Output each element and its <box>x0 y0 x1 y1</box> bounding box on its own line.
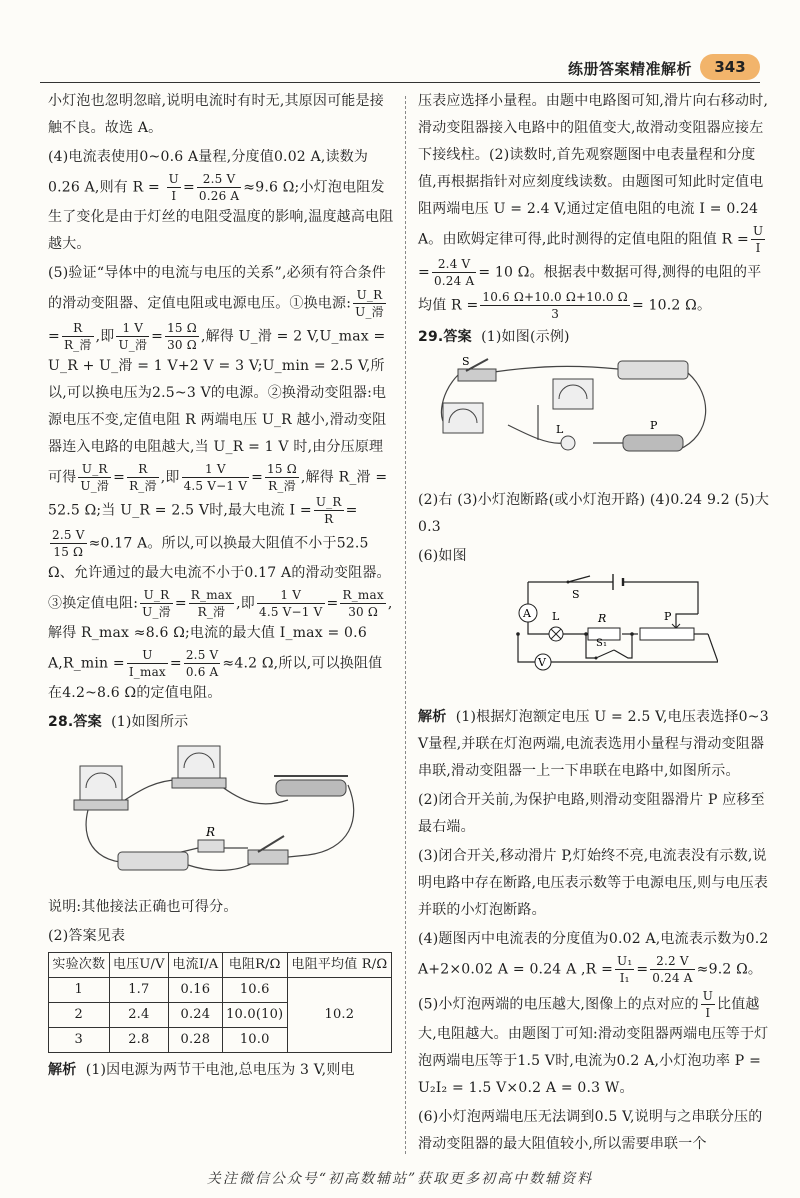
question-28-answer: 28.答案 (1)如图所示 <box>48 714 189 730</box>
rheostat-icon <box>623 419 683 451</box>
note: 说明:其他接法正确也可得分。 <box>48 899 238 915</box>
left-column <box>48 88 394 1086</box>
paragraph: (6)如图 <box>418 548 467 564</box>
ammeter-symbol-icon <box>519 604 537 622</box>
svg-text:L: L <box>556 423 564 436</box>
fraction: $\frac{U\_R}{\text{U\_滑}}$ <box>355 288 384 319</box>
paragraph: (5)小灯泡两端的电压越大,图像上的点对应的 $\frac{U}{I}$ 比值越大,电阻越大。由题图丁可知:滑动变阻器两端电压等于灯泡两端电压等于1.5 V时,电流为0.2 A,小灯泡功率 P = U₂I₂ = 1.5 V×0.2 A = 0.3 W。 <box>418 989 769 1096</box>
fraction: $\frac{\text{U₁}}{\text{I₁}}$ <box>617 954 633 985</box>
voltmeter-icon <box>172 746 226 788</box>
switch-s-icon <box>567 576 591 601</box>
fraction: $\frac{2.5 V}{0.26 A}$ <box>198 172 240 203</box>
paragraph: (3)闭合开关,移动滑片 P,灯始终不亮,电流表没有示数,说明电路中存在断路,电压表示数等于电源电压,则与电压表并联的小灯泡断路。 <box>418 848 769 918</box>
svg-text:S: S <box>572 588 580 601</box>
table-row: 1 1.7 0.16 10.6 10.2 <box>49 978 392 1003</box>
table-header-row: 实验次数 电压U/V 电流I/A 电阻R/Ω 电阻平均值 R/Ω <box>49 953 392 978</box>
fraction: $\frac{2.5 V}{15 \Omega}$ <box>52 528 85 559</box>
paragraph: 解析 (1)根据灯泡额定电压 U = 2.5 V,电压表选择0~3 V量程,并联在灯泡两端,电流表选用小量程与滑动变阻器串联,滑动变阻器一上一下串联在电路中,如图所示。 <box>418 709 769 779</box>
resistor-icon <box>198 825 224 852</box>
fraction: $\frac{2.2 V}{0.24 A}$ <box>652 954 693 985</box>
paragraph: (4)题图丙中电流表的分度值为0.02 A,电流表示数为0.2 A+2×0.02 A = 0.24 A ,R = $\frac{\text{U₁}}{\text{I₁}}$ = $\frac{2.2 V}{0.24 A}$ ≈9.2 Ω。 <box>418 931 769 985</box>
page-number-badge: 343 <box>700 54 760 80</box>
table-intro: (2)答案见表 <box>48 928 126 944</box>
fraction: $\frac{10.6 \Omega+10.0 \Omega+10.0 \Omega}{3}$ <box>482 290 628 321</box>
schematic-circuit-diagram <box>418 574 718 690</box>
resistor-symbol-icon <box>588 612 620 640</box>
svg-text:P: P <box>650 419 658 432</box>
paragraph: (2)右 (3)小灯泡断路(或小灯泡开路) (4)0.24 9.2 (5)大 0.3 <box>418 492 770 535</box>
ammeter-icon <box>74 766 128 810</box>
fraction: $\frac{15 \Omega}{\text{R\_滑}}$ <box>267 462 297 493</box>
fraction: $\frac{U\_R}{\text{U\_滑}}$ <box>80 462 110 493</box>
voltmeter-icon <box>443 403 483 433</box>
question-29-answer: 29.答案 (1)如图(示例) <box>418 329 570 345</box>
circuit-figure-28 <box>48 740 394 890</box>
fraction: $\frac{2.4 V}{0.24 A}$ <box>433 257 475 288</box>
paragraph: (4)电流表使用0~0.6 A量程,分度值0.02 A,读数为0.26 A,则有 R = $\frac{U}{I}$ = $\frac{2.5 V}{0.26 A}$ ≈9.6 Ω;小灯泡电阻发生了变化是由于灯丝的电阻受温度的影响,温度越高电阻越大。 <box>48 149 394 252</box>
paragraph: 压表应选择小量程。由题中电路图可知,滑片向右移动时,滑动变阻器接入电路中的阻值变大,故滑动变阻器应接左下接线柱。(2)读数时,首先观察题图中电表量程和分度值,再根据指针对应刻度线读数。由题图可知此时定值电阻两端电压 U = 2.4 V,通过定值电阻的电流 I = 0.24 A。由欧姆定律可得,此时测得的定值电阻的阻值 R = $\frac{U}{I}$ = $\frac{2.4 V}{0.24 A}$ = 10 Ω。根据表中数据可得,测得的电阻的平均值 R = $\frac{10.6 \Omega+10.0 \Omega+10.0 \Omega}{3}$ = 10.2 Ω。 <box>418 93 769 321</box>
battery-icon <box>118 852 188 870</box>
table-row: 3 2.8 0.28 10.0 <box>49 1028 392 1053</box>
switch-icon <box>458 355 496 381</box>
fraction: $\frac{1 V}{4.5 V-1 V}$ <box>183 462 248 493</box>
svg-text:R: R <box>206 825 216 839</box>
answer-table <box>48 952 392 1053</box>
right-column <box>418 88 770 1160</box>
fraction: $\frac{R}{\text{R\_滑}}$ <box>63 321 92 352</box>
fraction: $\frac{1 V}{\text{U\_滑}}$ <box>118 321 148 352</box>
circuit-figure-29a <box>418 355 770 483</box>
voltmeter-symbol-icon <box>535 654 551 670</box>
fraction: $\frac{U}{I}$ <box>168 172 179 203</box>
lamp-symbol-icon <box>549 610 563 641</box>
fraction: $\frac{R}{\text{R\_滑}}$ <box>129 462 157 493</box>
lamp-icon <box>556 423 575 450</box>
svg-text:P: P <box>664 610 672 623</box>
fraction: $\frac{U\_R}{\text{U\_滑}}$ <box>142 588 171 619</box>
ammeter-icon <box>553 379 593 409</box>
fraction: $\frac{U}{I}$ <box>702 989 714 1020</box>
paragraph: (5)验证“导体中的电流与电压的关系”,必须有符合条件的滑动变阻器、定值电阻或电源电压。①换电源: $\frac{U\_R}{\text{U\_滑}}$ = $\frac{R}{\text{R\_滑}}$ ,即 $\frac{1 V}{\text{U\_滑}}$ = $\frac{15 \Omega}{30 \Omega}$ ,解得 U_滑 = 2 V,U_max = U_R + U_滑 = 1 V+2 V = 3 V;U_min = 2.5 V,所以,可以换电压为2.5~3 V的电源。②换滑动变阻器:电源电压不变,定值电阻 R 两端电压 U_R 越小,滑动变阻器连入电路的电阻越大,当 U_R = 1 V 时,由分压原理可得 $\frac{U\_R}{\text{U\_滑}}$ = $\frac{R}{\text{R\_滑}}$ ,即 $\frac{1 V}{4.5 V-1 V}$ = $\frac{15 \Omega}{\text{R\_滑}}$ ,解得 R_滑 = 52.5 Ω;当 U_R = 2.5 V时,最大电流 I = $\frac{U\_R}{R}$ = $\frac{2.5 V}{15 \Omega}$ ≈0.17 A。所以,可以换最大阻值不小于52.5 Ω、允许通过的最大电流不小于0.17 A的滑动变阻器。③换定值电阻: $\frac{U\_R}{\text{U\_滑}}$ = $\frac{R\_\max}{\text{R\_滑}}$ ,即 $\frac{1 V}{4.5 V-1 V}$ = $\frac{R\_\max}{30 \Omega}$ ,解得 R_max ≈8.6 Ω;电流的最大值 I_max = 0.6 A,R_min = $\frac{U}{I\_\max}$ = $\frac{2.5 V}{0.6 A}$ ≈4.2 Ω,所以,可以换阻值在4.2~8.6 Ω的定值电阻。 <box>48 265 393 701</box>
fraction: $\frac{15 \Omega}{30 \Omega}$ <box>167 321 197 352</box>
header-rule <box>40 82 760 83</box>
fraction: $\frac{U}{I}$ <box>752 224 764 255</box>
svg-text:S₁: S₁ <box>596 638 608 649</box>
battery-icon <box>618 361 688 379</box>
svg-text:R: R <box>598 612 607 625</box>
fraction: $\frac{2.5 V}{0.6 A}$ <box>185 648 219 679</box>
column-divider <box>405 96 406 1154</box>
switch-icon <box>248 836 288 864</box>
paragraph: 小灯泡也忽明忽暗,说明电流时有时无,其原因可能是接触不良。故选 A。 <box>48 93 384 136</box>
svg-text:L: L <box>552 610 560 623</box>
circuit-figure-29b <box>418 574 770 700</box>
physical-circuit-diagram <box>48 740 368 880</box>
svg-text:S: S <box>462 355 470 368</box>
paragraph: (2)闭合开关前,为保护电路,则滑动变阻器滑片 P 应移至最右端。 <box>418 792 765 835</box>
table-row: 2 2.4 0.24 10.0(10) <box>49 1003 392 1028</box>
svg-text:A: A <box>523 607 532 620</box>
fraction: $\frac{U}{I\_\max}$ <box>128 648 166 679</box>
fraction: $\frac{U\_R}{R}$ <box>315 495 342 526</box>
average-cell: 10.2 <box>287 978 391 1053</box>
battery-icon <box>613 574 623 590</box>
paragraph: (6)小灯泡两端电压无法调到0.5 V,说明与之串联分压的滑动变阻器的最大阻值较小,所以需要串联一个 <box>418 1109 763 1152</box>
rheostat-icon <box>274 776 348 796</box>
switch-s1-icon <box>595 638 615 660</box>
footer-note: 关注微信公众号“初高数辅站”获取更多初高中数辅资料 <box>206 1171 594 1187</box>
fraction: $\frac{R\_\max}{\text{R\_滑}}$ <box>190 588 233 619</box>
header-title: 练册答案精准解析 <box>567 60 692 78</box>
physical-circuit-diagram-29 <box>418 355 718 473</box>
fraction: $\frac{1 V}{4.5 V-1 V}$ <box>258 588 323 619</box>
explanation-start: 解析 (1)因电源为两节干电池,总电压为 3 V,则电 <box>48 1062 355 1078</box>
page-header <box>0 50 800 84</box>
svg-text:V: V <box>538 656 547 669</box>
fraction: $\frac{R\_\max}{30 \Omega}$ <box>342 588 384 619</box>
